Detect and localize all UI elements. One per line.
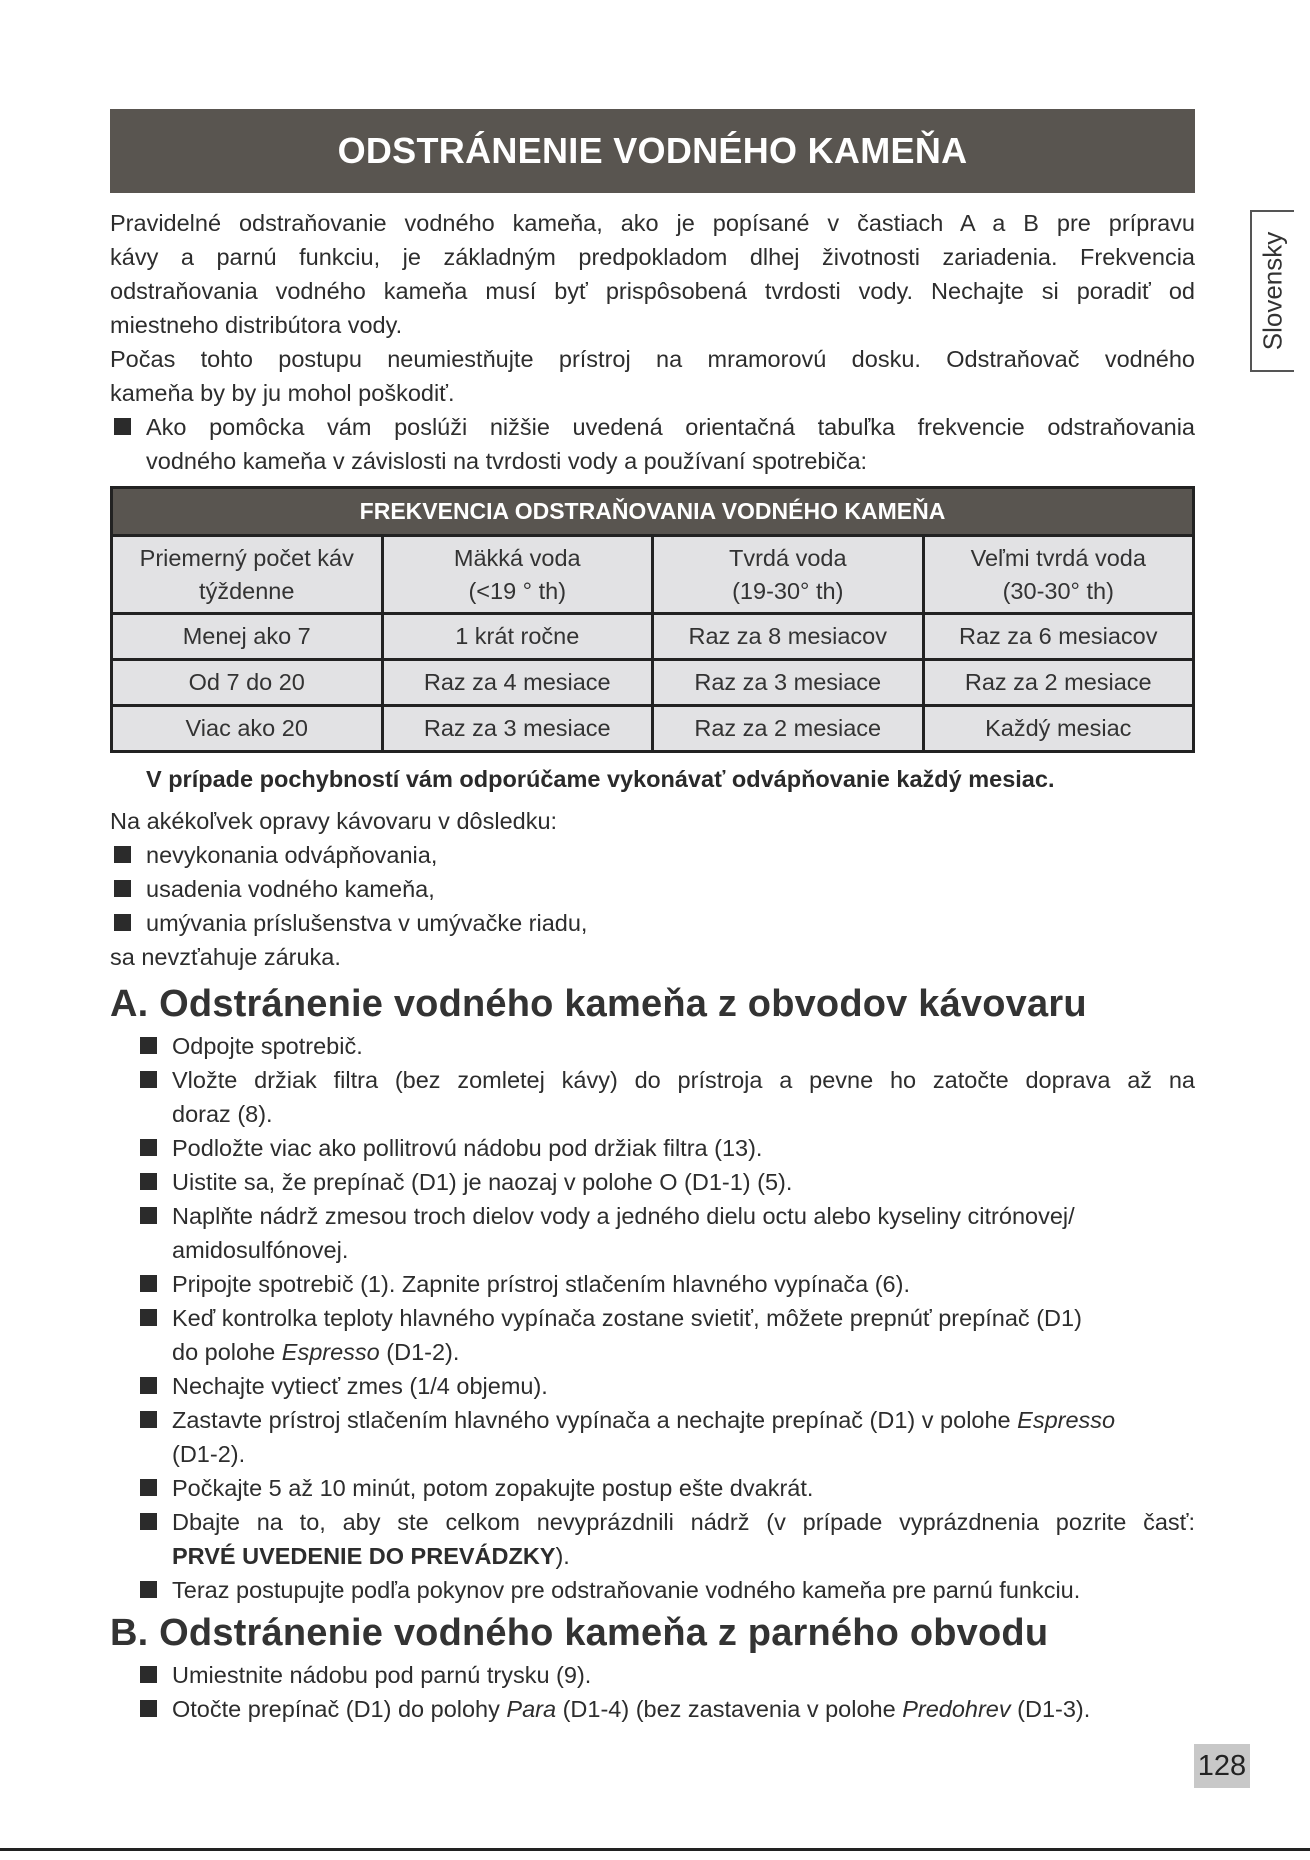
column-header — [382, 536, 653, 614]
step-item — [172, 1063, 1195, 1131]
table-cell: Raz za 3 mesiace — [382, 706, 653, 752]
column-header — [112, 536, 383, 614]
mode-name: Para — [506, 1696, 557, 1722]
column-header-line: Priemerný počet káv — [139, 544, 354, 571]
warranty-item: umývania príslušenstva v umývačke riadu, — [146, 910, 588, 936]
step-item — [172, 1403, 1195, 1471]
step-item: Uistite sa, že prepínač (D1) je naozaj v polohe O (D1-1) (5). — [172, 1169, 793, 1195]
bullet-square-icon — [140, 1207, 157, 1224]
section-a-heading: A. Odstránenie vodného kameňa z obvodov kávovaru — [110, 983, 1087, 1025]
bullet-square-icon — [140, 1479, 157, 1496]
step-item: Teraz postupujte podľa pokynov pre odstraňovanie vodného kameňa pre parnú funkciu. — [172, 1577, 1081, 1603]
warranty-item: usadenia vodného kameňa, — [146, 876, 435, 902]
mode-name: Predohrev — [902, 1696, 1011, 1722]
bullet-square-icon — [114, 914, 131, 931]
bullet-square-icon — [114, 846, 131, 863]
column-header-line: (19-30° th) — [732, 577, 844, 604]
warranty-item: nevykonania odvápňovania, — [146, 842, 438, 868]
table-cell: Menej ako 7 — [112, 614, 383, 660]
step-text: do polohe — [172, 1339, 282, 1365]
table-cell: Viac ako 20 — [112, 706, 383, 752]
step-line — [172, 1335, 1195, 1369]
bullet-square-icon — [140, 1411, 157, 1428]
intro-line: Pravidelné odstraňovanie vodného kameňa, ako je popísané v častiach A a B pre prípravu — [110, 210, 1195, 236]
table-cell: Raz za 8 mesiacov — [653, 614, 924, 660]
intro-line: Počas tohto postupu neumiestňujte prístroj na mramorovú dosku. Odstraňovač vodného — [110, 346, 1195, 372]
step-text: Otočte prepínač (D1) do polohy — [172, 1696, 507, 1722]
step-line: Dbajte na to, aby ste celkom nevyprázdnili nádrž (v prípade vyprázdnenia pozrite časť: — [172, 1509, 1195, 1535]
step-item — [172, 1301, 1195, 1369]
step-item: Pripojte spotrebič (1). Zapnite prístroj stlačením hlavného vypínača (6). — [172, 1271, 910, 1297]
step-item — [172, 1692, 1090, 1726]
column-header-line: (30-30° th) — [1002, 577, 1114, 604]
warranty-intro: Na akékoľvek opravy kávovaru v dôsledku: — [110, 808, 558, 834]
bullet-square-icon — [140, 1309, 157, 1326]
step-text: ). — [555, 1543, 570, 1569]
language-tab — [1250, 210, 1294, 372]
step-line: doraz (8). — [172, 1101, 273, 1127]
intro-line: kávy a parnú funkciu, je základným predpokladom dlhej životnosti zariadenia. Frekvencia — [110, 244, 1195, 270]
intro-line: kameňa by by ju mohol poškodiť. — [110, 380, 455, 406]
step-item — [172, 1505, 1195, 1573]
step-line — [172, 1403, 1195, 1437]
bullet-square-icon — [140, 1275, 157, 1292]
column-header-line: týždenne — [199, 577, 295, 604]
bullet-square-icon — [140, 1666, 157, 1683]
step-line: Vložte držiak filtra (bez zomletej kávy) do prístroja a pevne ho zatočte doprava až na — [172, 1067, 1195, 1093]
intro-bullet — [146, 410, 1195, 478]
bullet-square-icon — [140, 1581, 157, 1598]
bullet-square-icon — [140, 1037, 157, 1054]
table-cell: Raz za 4 mesiace — [382, 660, 653, 706]
warranty-outro: sa nevzťahuje záruka. — [110, 944, 341, 970]
bullet-square-icon — [140, 1071, 157, 1088]
step-item: Umiestnite nádobu pod parnú trysku (9). — [172, 1662, 592, 1688]
intro-paragraph-2 — [110, 342, 1195, 410]
step-text: (D1-2). — [379, 1339, 460, 1365]
table-row — [112, 614, 1194, 660]
table-cell: Raz za 6 mesiacov — [923, 614, 1194, 660]
bullet-square-icon — [140, 1700, 157, 1717]
bullet-square-icon — [140, 1139, 157, 1156]
column-header-line: Veľmi tvrdá voda — [970, 544, 1146, 571]
column-header-line: Mäkká voda — [453, 544, 581, 571]
column-header-line: (<19 ° th) — [468, 577, 567, 604]
bullet-square-icon — [140, 1173, 157, 1190]
intro-paragraph-1 — [110, 206, 1195, 342]
column-header — [653, 536, 924, 614]
language-tab-label: Slovensky — [1257, 231, 1288, 351]
step-line: (D1-2). — [172, 1441, 246, 1467]
page-number: 128 — [1194, 1744, 1250, 1788]
table-cell: Raz za 2 mesiace — [653, 706, 924, 752]
table-row — [112, 706, 1194, 752]
column-header-line: Tvrdá voda — [728, 544, 847, 571]
mode-name: Espresso — [1017, 1407, 1116, 1433]
table-cell: Od 7 do 20 — [112, 660, 383, 706]
bottom-divider — [0, 1848, 1310, 1851]
page-title: ODSTRÁNENIE VODNÉHO KAMEŇA — [337, 130, 968, 171]
frequency-table — [110, 486, 1195, 753]
intro-bullet-line: vodného kameňa v závislosti na tvrdosti vody a používaní spotrebiča: — [146, 448, 868, 474]
table-title: FREKVENCIA ODSTRAŇOVANIA VODNÉHO KAMEŇA — [112, 488, 1194, 536]
column-header — [923, 536, 1194, 614]
bullet-square-icon — [140, 1513, 157, 1530]
step-line: amidosulfónovej. — [172, 1237, 349, 1263]
recommendation-note: V prípade pochybností vám odporúčame vykonávať odvápňovanie každý mesiac. — [146, 766, 1055, 792]
step-text: (D1-3). — [1010, 1696, 1091, 1722]
step-line: Keď kontrolka teploty hlavného vypínača zostane svietiť, môžete prepnúť prepínač (D1) — [172, 1305, 1082, 1331]
bullet-square-icon — [114, 880, 131, 897]
step-item: Počkajte 5 až 10 minút, potom zopakujte postup ešte dvakrát. — [172, 1475, 814, 1501]
table-row — [112, 660, 1194, 706]
step-item — [172, 1199, 1195, 1267]
table-cell: Raz za 3 mesiace — [653, 660, 924, 706]
table-header-row — [112, 536, 1194, 614]
intro-line: miestneho distribútora vody. — [110, 312, 403, 338]
table-cell: Každý mesiac — [923, 706, 1194, 752]
bullet-square-icon — [114, 418, 131, 435]
step-text: (D1-4) (bez zastavenia v polohe — [556, 1696, 903, 1722]
step-item: Nechajte vytiecť zmes (1/4 objemu). — [172, 1373, 548, 1399]
step-item: Odpojte spotrebič. — [172, 1033, 363, 1059]
section-b-heading: B. Odstránenie vodného kameňa z parného obvodu — [110, 1612, 1049, 1654]
table-cell: 1 krát ročne — [382, 614, 653, 660]
step-line: Naplňte nádrž zmesou troch dielov vody a jedného dielu octu alebo kyseliny citrónovej/ — [172, 1203, 1075, 1229]
step-line — [172, 1539, 1195, 1573]
intro-bullet-line: Ako pomôcka vám poslúži nižšie uvedená orientačná tabuľka frekvencie odstraňovania — [146, 414, 1195, 440]
table-cell: Raz za 2 mesiace — [923, 660, 1194, 706]
step-text: Zastavte prístroj stlačením hlavného vypínača a nechajte prepínač (D1) v polohe — [172, 1407, 1018, 1433]
step-item: Podložte viac ako pollitrovú nádobu pod držiak filtra (13). — [172, 1135, 763, 1161]
bullet-square-icon — [140, 1377, 157, 1394]
intro-line: odstraňovania vodného kameňa musí byť prispôsobená tvrdosti vody. Nechajte si poradiť od — [110, 278, 1195, 304]
section-reference: PRVÉ UVEDENIE DO PREVÁDZKY — [172, 1543, 556, 1569]
mode-name: Espresso — [281, 1339, 380, 1365]
page-title-bar — [110, 109, 1195, 193]
